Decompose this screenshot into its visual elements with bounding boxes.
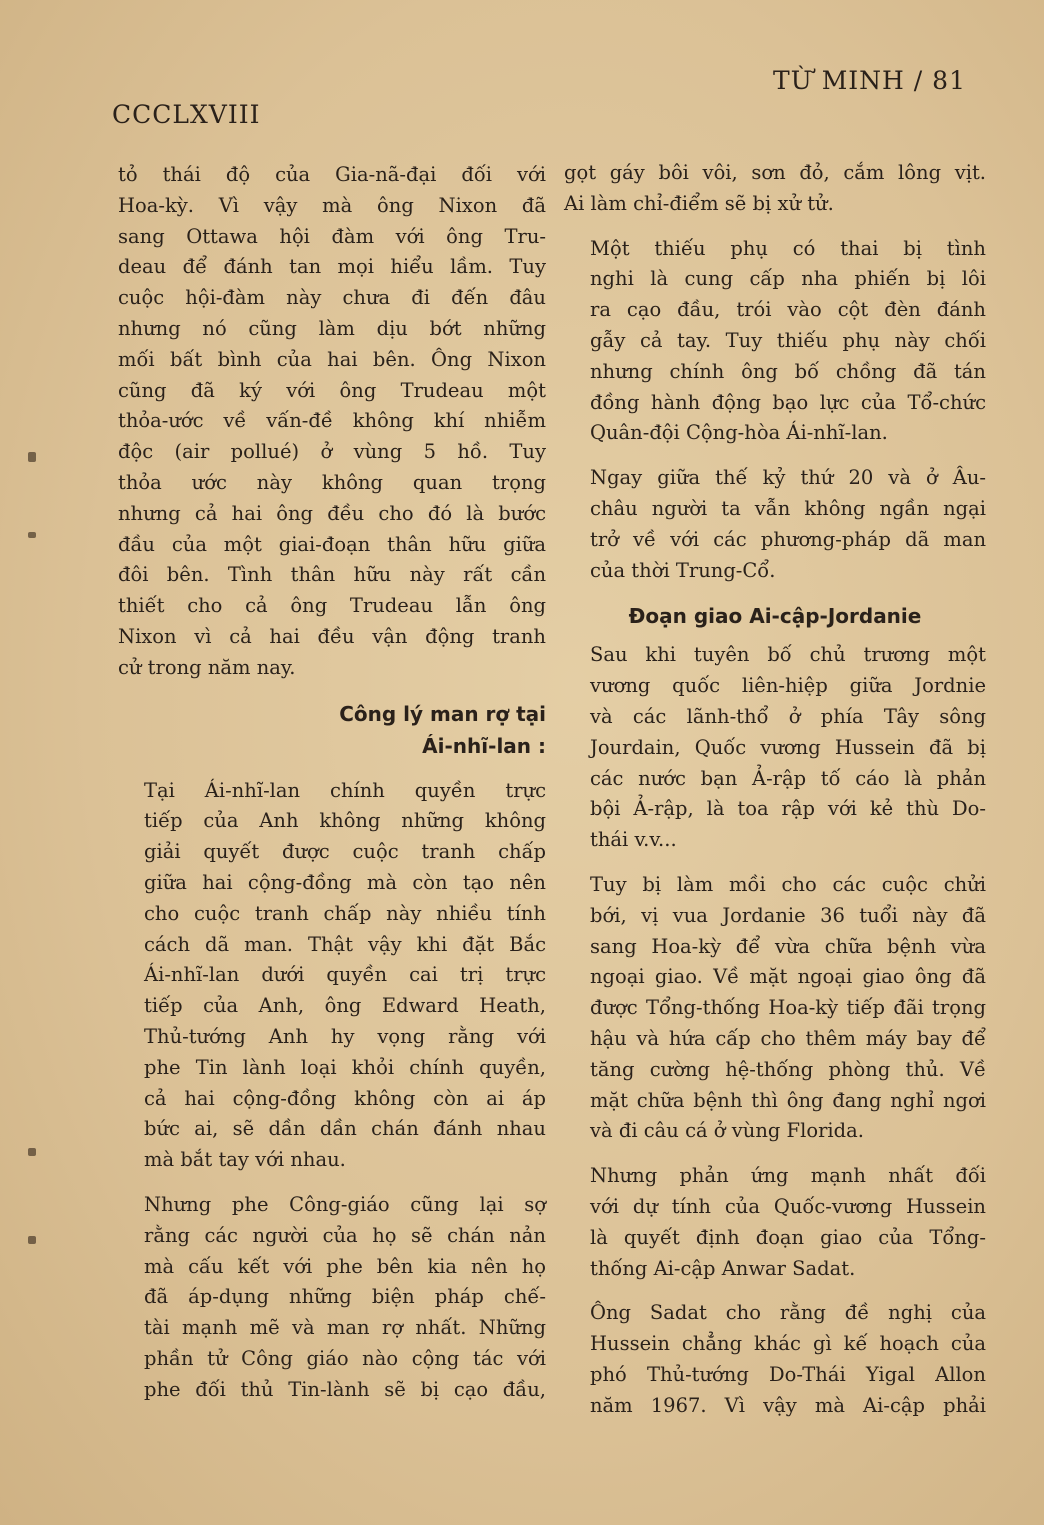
text-line: được Tổng-thống Hoa-kỳ tiếp đãi trọng <box>590 996 986 1020</box>
text-line: gẫy cả tay. Tuy thiếu phụ này chối <box>590 328 986 352</box>
section-heading <box>118 698 546 762</box>
text-line: cho cuộc tranh chấp này nhiều tính <box>144 901 546 925</box>
text-line: Quân-đội Cộng-hòa Ái-nhĩ-lan. <box>590 421 888 445</box>
text-line: thỏa-ước về vấn-đề không khí nhiễm <box>118 409 546 433</box>
text-line: mà bắt tay với nhau. <box>144 1148 346 1172</box>
margin-mark <box>28 532 36 538</box>
text-line: tăng cường hệ-thống phòng thủ. Về <box>590 1057 986 1081</box>
text-line: ra cạo đầu, trói vào cột đèn đánh <box>590 298 986 322</box>
paragraph <box>118 1190 546 1406</box>
text-line: Tại Ái-nhĩ-lan chính quyền trực <box>144 778 546 802</box>
text-line: Một thiếu phụ có thai bị tình <box>590 236 986 260</box>
text-line: Ái-nhĩ-lan dưới quyền cai trị trực <box>144 963 546 987</box>
text-line: tỏ thái độ của Gia-nã-đại đối với <box>118 163 546 186</box>
text-line: tài mạnh mẽ và man rợ nhất. Những <box>144 1316 546 1340</box>
text-line: mà cấu kết với phe bên kia nên họ <box>144 1254 546 1278</box>
heading-line: Ái-nhĩ-lan : <box>422 733 546 758</box>
text-line: là quyết định đoạn giao của Tổng- <box>590 1225 986 1249</box>
text-line: mặt chữa bệnh thì ông đang nghỉ ngơi <box>590 1088 986 1112</box>
text-line: bức ai, sẽ dần dần chán đánh nhau <box>144 1117 546 1141</box>
text-line: phe Tin lành loại khỏi chính quyền, <box>144 1055 546 1079</box>
text-line: phần tử Công giáo nào cộng tác với <box>144 1346 546 1370</box>
text-line: bội Ả-rập, là toa rập với kẻ thù Do- <box>590 797 986 821</box>
text-line: thống Ai-cập Anwar Sadat. <box>590 1256 856 1280</box>
text-line: với dự tính của Quốc-vương Hussein <box>590 1194 986 1218</box>
text-line: tiếp của Anh không những không <box>144 809 546 833</box>
text-line: cũng đã ký với ông Trudeau một <box>118 378 546 402</box>
text-line: ngoại giao. Về mặt ngoại giao ông đã <box>590 965 986 989</box>
left-column <box>118 160 546 1419</box>
text-line: cách dã man. Thật vậy khi đặt Bắc <box>144 932 546 956</box>
paragraph <box>118 776 546 1176</box>
paragraph <box>564 640 986 856</box>
text-line: cuộc hội-đàm này chưa đi đến đâu <box>118 286 546 310</box>
text-line: deau để đánh tan mọi hiểu lầm. Tuy <box>118 255 546 279</box>
text-line: gọt gáy bôi vôi, sơn đỏ, cắm lông vịt. <box>564 161 986 184</box>
text-line: nhưng chính ông bố chồng đã tán <box>590 359 986 383</box>
text-line: mối bất bình của hai bên. Ông Nixon <box>118 347 546 371</box>
text-line: Ai làm chỉ-điểm sẽ bị xử tử. <box>564 191 834 215</box>
text-line: giữa hai cộng-đồng mà còn tạo nên <box>144 870 546 894</box>
text-line: nhưng cả hai ông đều cho đó là bước <box>118 501 546 525</box>
text-line: thiết cho cả ông Trudeau lẫn ông <box>118 594 546 618</box>
text-line: và đi câu cá ở vùng Florida. <box>590 1119 864 1143</box>
text-line: Ngay giữa thế kỷ thứ 20 và ở Âu- <box>590 466 986 490</box>
paragraph <box>118 160 546 684</box>
text-line: phe đối thủ Tin-lành sẽ bị cạo đầu, <box>144 1377 546 1401</box>
text-line: đôi bên. Tình thân hữu này rất cần <box>118 563 546 587</box>
section-number: CCCLXVIII <box>112 100 261 129</box>
text-line: Nixon vì cả hai đều vận động tranh <box>118 624 546 648</box>
text-line: của thời Trung-Cổ. <box>590 558 776 582</box>
paragraph <box>564 463 986 586</box>
text-line: Hoa-kỳ. Vì vậy mà ông Nixon đã <box>118 193 546 217</box>
paragraph <box>564 1161 986 1284</box>
paragraph <box>564 1298 986 1421</box>
text-line: đã áp-dụng những biện pháp chế- <box>144 1285 546 1309</box>
text-line: thái v.v... <box>590 828 677 852</box>
text-line: đồng hành động bạo lực của Tổ-chức <box>590 390 986 414</box>
text-line: Nhưng phe Công-giáo cũng lại sợ <box>144 1192 546 1216</box>
text-line: Jourdain, Quốc vương Hussein đã bị <box>590 735 986 759</box>
text-line: phó Thủ-tướng Do-Thái Yigal Allon <box>590 1362 986 1386</box>
text-line: đầu của một giai-đoạn thân hữu giữa <box>118 532 546 556</box>
text-line: nghi là cung cấp nha phiến bị lôi <box>590 267 986 291</box>
text-line: Tuy bị làm mồi cho các cuộc chửi <box>590 872 986 896</box>
paragraph <box>564 158 986 220</box>
section-heading: Đoạn giao Ai-cập-Jordanie <box>628 604 922 629</box>
text-line: trở về với các phương-pháp dã man <box>590 527 986 551</box>
margin-mark <box>28 1236 36 1244</box>
text-line: cử trong năm nay. <box>118 655 296 679</box>
text-line: bới, vị vua Jordanie 36 tuổi này đã <box>590 903 986 927</box>
text-line: các nước bạn Ả-rập tố cáo là phản <box>590 766 986 790</box>
paragraph <box>564 234 986 450</box>
text-line: độc (air pollué) ở vùng 5 hồ. Tuy <box>118 440 546 464</box>
text-line: tiếp của Anh, ông Edward Heath, <box>144 994 546 1018</box>
margin-mark <box>28 1148 36 1156</box>
text-line: Sau khi tuyên bố chủ trương một <box>590 643 986 667</box>
text-line: Ông Sadat cho rằng đề nghị của <box>590 1301 986 1325</box>
paragraph <box>564 870 986 1147</box>
text-line: nhưng nó cũng làm dịu bớt những <box>118 316 546 340</box>
text-line: giải quyết được cuộc tranh chấp <box>144 840 546 864</box>
heading-line: Công lý man rợ tại <box>339 701 546 726</box>
running-title: TỪ MINH / 81 <box>773 66 966 95</box>
text-line: năm 1967. Vì vậy mà Ai-cập phải <box>590 1393 986 1417</box>
text-line: sang Ottawa hội đàm với ông Tru- <box>118 224 546 248</box>
text-line: rằng các người của họ sẽ chán nản <box>144 1223 546 1247</box>
margin-mark <box>28 452 36 462</box>
text-line: thỏa ước này không quan trọng <box>118 470 546 494</box>
text-line: sang Hoa-kỳ để vừa chữa bệnh vừa <box>590 934 986 958</box>
text-line: vương quốc liên-hiệp giữa Jordnie <box>590 674 986 698</box>
right-column <box>564 158 986 1435</box>
text-line: Nhưng phản ứng mạnh nhất đối <box>590 1164 986 1188</box>
text-line: và các lãnh-thổ ở phía Tây sông <box>590 704 986 728</box>
text-line: hậu và hứa cấp cho thêm máy bay để <box>590 1026 986 1050</box>
text-line: Hussein chẳng khác gì kế hoạch của <box>590 1332 986 1356</box>
text-line: châu người ta vẫn không ngần ngại <box>590 496 986 520</box>
text-line: Thủ-tướng Anh hy vọng rằng với <box>144 1024 546 1048</box>
text-line: cả hai cộng-đồng không còn ai áp <box>144 1086 546 1110</box>
